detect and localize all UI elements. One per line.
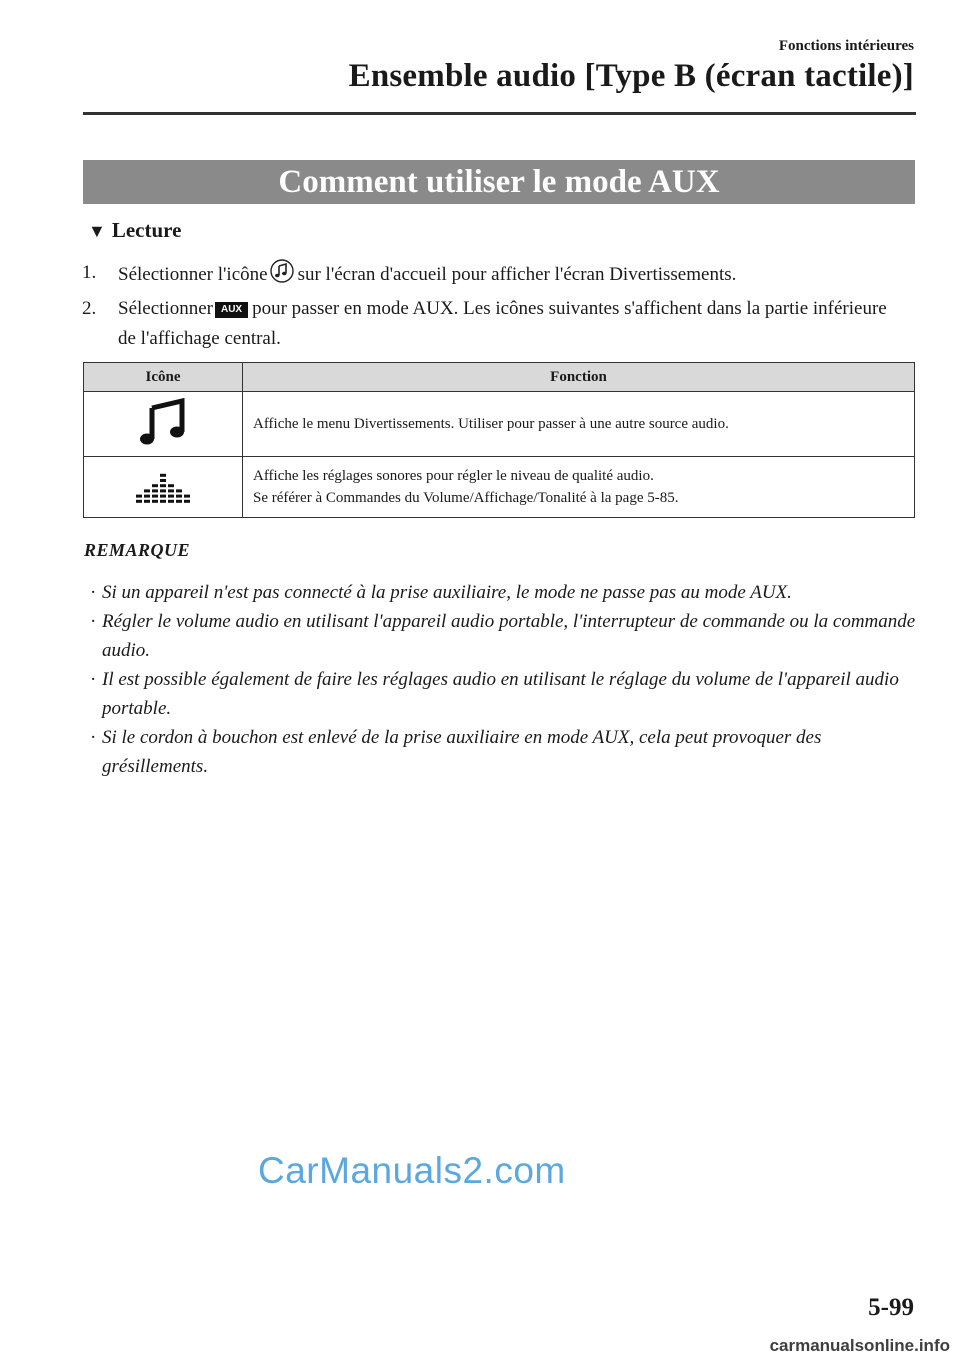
page-number: 5-99: [868, 1294, 914, 1321]
remark-item: [90, 723, 920, 781]
watermark-logo: CarManuals2.com: [258, 1150, 566, 1191]
remark-item: [90, 578, 920, 607]
icon-cell: [84, 392, 243, 457]
triangle-marker: ▼: [88, 221, 106, 241]
function-description: [243, 392, 915, 457]
step-text-before: Sélectionner l'icône: [118, 264, 268, 285]
step-text-before: Sélectionner: [118, 298, 213, 319]
step-text: [118, 294, 902, 354]
bullet: ·: [90, 669, 97, 690]
description-line: Affiche le menu Divertissements. Utiliser pour passer à une autre source audio.: [253, 416, 729, 432]
step-text-after: sur l'écran d'accueil pour afficher l'écran Divertissements.: [297, 264, 737, 285]
step-item: [82, 294, 902, 354]
table-header-row: [84, 363, 915, 392]
header-divider: [83, 112, 916, 115]
subsection-heading: [88, 218, 181, 243]
remark-text: Il est possible également de faire les réglages audio en utilisant le réglage du volume de l'appareil audio portable.: [102, 669, 899, 719]
icon-cell: [84, 457, 243, 518]
step-text-after: pour passer en mode AUX. Les icônes suivantes s'affichent dans la partie inférieure de l'affichage central.: [118, 298, 887, 349]
remark-item: [90, 665, 920, 723]
procedure-steps: [82, 258, 902, 354]
table-row: [84, 457, 915, 518]
equalizer-icon: [134, 495, 192, 511]
music-note-icon: [270, 258, 294, 294]
bullet: ·: [90, 582, 97, 603]
section-banner-title: Comment utiliser le mode AUX: [83, 160, 915, 204]
step-text: [118, 258, 902, 294]
running-header-section: Fonctions intérieures: [778, 38, 914, 54]
remark-list: [90, 578, 920, 781]
running-header-chapter: Ensemble audio [Type B (écran tactile)]: [348, 58, 914, 94]
icon-function-table: [83, 362, 915, 518]
column-header-function: Fonction: [243, 363, 915, 392]
remark-item: [90, 607, 920, 665]
step-item: [82, 258, 902, 294]
remark-text: Si le cordon à bouchon est enlevé de la prise auxiliaire en mode AUX, cela peut provoquer des grésillements.: [102, 727, 822, 777]
function-description: [243, 457, 915, 518]
remark-text: Si un appareil n'est pas connecté à la prise auxiliaire, le mode ne passe pas au mode AUX.: [102, 582, 792, 603]
music-note-icon: [138, 434, 188, 450]
bullet: ·: [90, 727, 97, 748]
step-number: 1.: [82, 262, 97, 283]
description-line: Se référer à Commandes du Volume/Affichage/Tonalité à la page 5-85.: [253, 490, 679, 506]
column-header-icon: Icône: [84, 363, 243, 392]
description-line: Affiche les réglages sonores pour régler le niveau de qualité audio.: [253, 468, 654, 484]
table-row: [84, 392, 915, 457]
step-number: 2.: [82, 298, 97, 319]
site-watermark: carmanualsonline.info: [769, 1336, 950, 1355]
subsection-title: Lecture: [111, 218, 182, 242]
remark-heading: REMARQUE: [84, 540, 191, 560]
remark-text: Régler le volume audio en utilisant l'appareil audio portable, l'interrupteur de commande ou la commande audio.: [102, 611, 916, 661]
bullet: ·: [90, 611, 97, 632]
aux-icon: AUX: [215, 302, 248, 318]
